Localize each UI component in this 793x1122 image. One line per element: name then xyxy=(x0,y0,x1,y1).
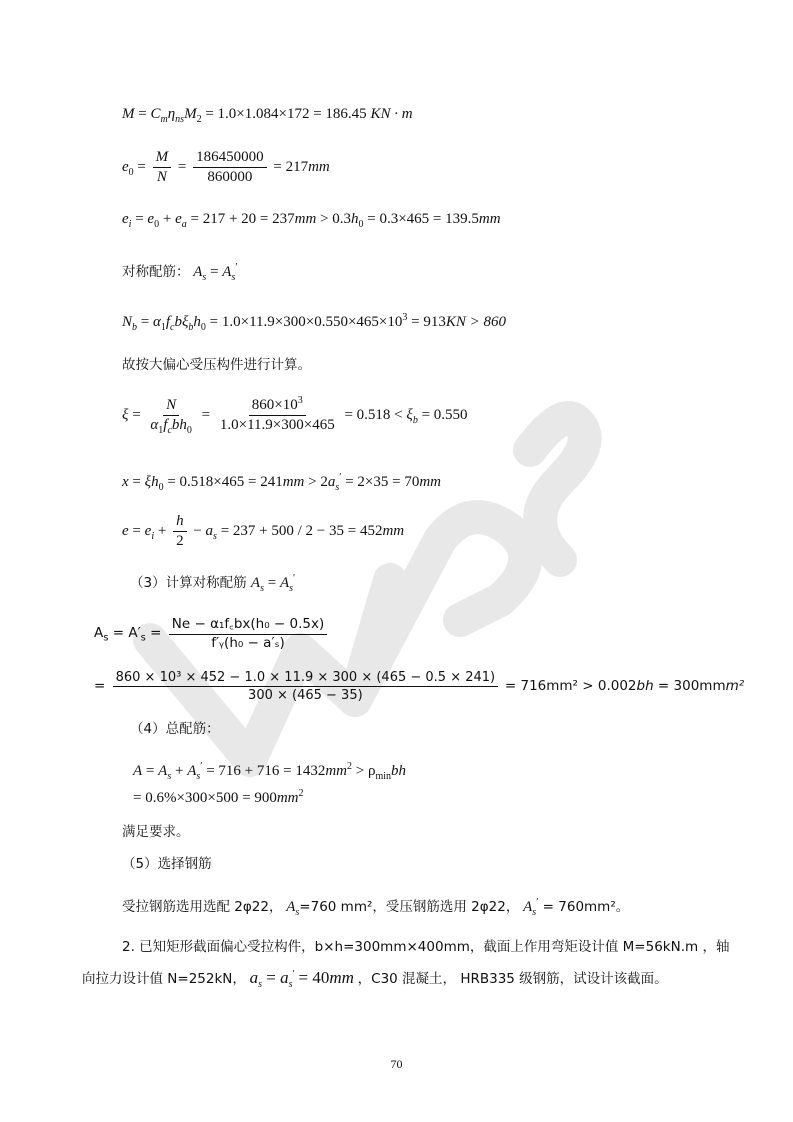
ei-sum: 217 + 20 = 237 xyxy=(202,211,295,227)
as-value-num: 860 × 10³ × 452 − 1.0 × 11.9 × 300 × (465 − 0.5 × 241) xyxy=(113,671,499,687)
as-formula-num: Ne − α₁f꜀bx(h₀ − 0.5x) xyxy=(169,618,327,635)
x-condition: > 2 xyxy=(308,474,328,490)
symmetric-label: 对称配筋： xyxy=(122,264,190,280)
rebar-tension: 受拉钢筋选用选配 2φ22， xyxy=(122,899,283,915)
step-5-heading: （5）选择钢筋 xyxy=(122,856,212,872)
ei-result: = 0.3×465 = 139.5 xyxy=(367,211,479,227)
e0-numerator: 186450000 xyxy=(193,150,267,168)
xi-denominator: 1.0×11.9×300×465 xyxy=(219,417,335,433)
page-number: 70 xyxy=(390,1057,403,1071)
total-min: = 0.6%×300×500 = 900 xyxy=(133,790,277,806)
as-value-den: 300 × (465 − 35) xyxy=(248,688,363,703)
equation-total-1: $A = A_s + A_s' = 716 + 716 = 1432mm^2 > \rho_{min}bh$ xyxy=(133,761,407,782)
nb-exponent: 3 xyxy=(402,312,408,323)
equation-e: $e = e_i$ + $\frac{h}{2}$ − $a_s = 237 + 500 / 2 - 35 = 452mm$ xyxy=(122,513,405,549)
e0-result: 217 xyxy=(285,158,309,175)
eq-symbol: M xyxy=(122,106,135,122)
xi-result: = 0.518 < xyxy=(344,406,407,423)
problem-2-cover: = 40 xyxy=(298,968,330,987)
total2-unit: mm xyxy=(276,790,299,806)
e-result: = 237 + 500 / 2 − 35 = 452 xyxy=(220,522,383,539)
e-frac-num: h xyxy=(173,514,187,532)
xi-limit: = 0.550 xyxy=(417,406,468,423)
equation-e0: $e_0$ = $\frac{M}{N}$ = $\frac{186450000}{860000}$ = 217mm xyxy=(122,149,330,185)
nb-tail: KN > 860 xyxy=(445,314,506,330)
as-value-unit: m² xyxy=(725,677,745,694)
requirement-met-text: 满足要求。 xyxy=(122,824,190,840)
total-condition: > ρ xyxy=(355,763,376,779)
rebar-selection: 受拉钢筋选用选配 2φ22， $A_s=760$ mm²，受压钢筋选用 2φ22， $A_s' = 760mm^2$。 xyxy=(122,897,630,918)
xi-numerator: 860×10 xyxy=(251,397,298,413)
total-bh: bh xyxy=(391,763,407,779)
equation-nb: $N_b = \alpha_1f_cb\xi_bh_0 = 1.0\times 11.9\times 300\times 0.550\times 465\times 10^3 = 913KN > 860$ xyxy=(122,312,506,333)
e0-denominator: 860000 xyxy=(207,169,253,185)
ei-unit: mm xyxy=(478,211,501,227)
rho-min-sub: min xyxy=(375,771,392,782)
case-text: 故按大偏心受压构件进行计算。 xyxy=(122,357,311,373)
moment-value: 1.0×1.084×172 = 186.45 xyxy=(217,106,367,122)
as-value-bh: bh xyxy=(636,677,654,694)
nb-expression: 1.0×11.9×300×0.550×465×10 xyxy=(221,314,403,330)
symmetric-reinforcement-line: 对称配筋： $A_s = A_s'$ xyxy=(122,262,238,283)
e-frac-den: 2 xyxy=(176,533,184,549)
eq-symbol: e xyxy=(122,158,129,175)
equation-ei: $e_i = e_0 + e_a = 217 + 20 = 237mm > 0.3h_0 = 0.3\times 465 = 139.5mm$ xyxy=(122,211,501,230)
problem-2-line-1: 2. 已知矩形截面偏心受拉构件，b×h=300mm×400mm，截面上作用弯矩设计值 M=56kN.m ，轴 xyxy=(122,939,730,955)
x-unit: mm xyxy=(419,474,442,490)
equation-as-formula: $A_s = A'_s$ = $\frac{\text{Ne − α₁f꜀bx(h₀ − 0.5x)}}{\text{f′ᵧ(h₀ − a′ₛ)}}$ xyxy=(94,618,330,650)
moment-unit: KN · m xyxy=(370,106,413,122)
as-value-result: = 716mm² > 0.002 xyxy=(504,677,637,694)
equation-xi: ξ = $\frac{N}{\alpha_1f_cbh_0}$ = $\frac{860\times 10^3}{1.0\times 11.9\times 300\times 465}$ = $0.518 < \xi_b = 0.550$ xyxy=(122,395,468,436)
ei-condition: > 0.3 xyxy=(320,211,352,227)
rebar-compression: =760 mm²，受压钢筋选用 2φ22， xyxy=(299,899,520,915)
total-unit: mm xyxy=(325,763,348,779)
x-result: = 2×35 = 70 xyxy=(345,474,420,490)
problem-2-cover-unit: mm xyxy=(329,968,354,987)
equation-as-value: = $\frac{\text{860 × 10³ × 452 − 1.0 × 11.9 × 300 × (465 − 0.5 × 241)}}{300 \times (465 - 35)}$ = 716mm² > 0.002bh = 300mmm² xyxy=(94,670,745,703)
problem-2-line-2: 向拉力设计值 N=252kN， $a_s = a_s' = 40mm$ ，C30 混凝土， HRB335 级钢筋，试设计该截面。 xyxy=(82,968,668,990)
problem-2-axial: 向拉力设计值 N=252kN， xyxy=(82,971,246,987)
equation-moment: $M = C_m\eta_{ns}M_2 = 1.0\times 1.084\times 172 = 186.45$ KN · m xyxy=(122,106,413,125)
step-3-heading: （3）计算对称配筋 $A_s = A_s'$ xyxy=(130,573,296,594)
nb-result: = 913 xyxy=(411,314,446,330)
as-value-min: = 300mm xyxy=(653,677,726,694)
xi-exponent: 3 xyxy=(297,395,303,406)
e-unit: mm xyxy=(382,522,405,539)
as-formula-den: f′ᵧ(h₀ − a′ₛ) xyxy=(211,634,285,651)
problem-2-materials: ，C30 混凝土， HRB335 级钢筋，试设计该截面。 xyxy=(357,971,668,987)
x-value: = 0.518×465 = 241 xyxy=(167,474,283,490)
step-4-heading: （4）总配筋： xyxy=(130,721,220,737)
e0-unit: mm xyxy=(308,158,330,175)
rebar-compression-area: = 760mm²。 xyxy=(538,899,630,915)
equation-total-2: = $0.6\%\times 300\times 500 = 900mm^2$ xyxy=(133,788,304,806)
step-3-label: （3）计算对称配筋 xyxy=(130,575,251,591)
total-sum: = 716 + 716 = 1432 xyxy=(206,763,326,779)
equation-x: $x = \xi h_0 = 0.518\times 465 = 241mm > 2a_s' = 2\times 35 = 70mm$ xyxy=(122,472,442,493)
